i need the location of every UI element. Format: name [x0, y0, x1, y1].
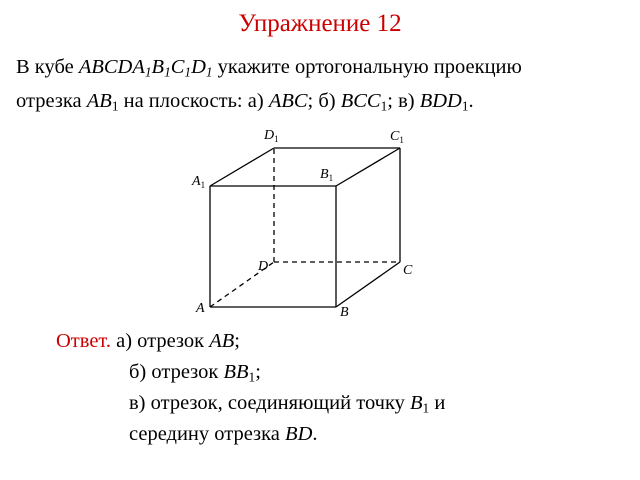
label-A: A	[196, 301, 205, 316]
answer-a: Ответ. а) отрезок AB;	[56, 330, 240, 352]
label-B: B	[340, 305, 349, 320]
edge-B1-C1	[336, 148, 400, 186]
label-D1: $D_1$	[264, 128, 279, 144]
label-C: C	[403, 263, 413, 278]
problem-intro: В кубе	[16, 56, 79, 78]
edge-B-C	[336, 262, 400, 307]
answer-label: Ответ.	[56, 330, 111, 352]
cube-name: $ABCDA_1B_1C_1D_1$	[78, 56, 213, 80]
label-A1: $A_1$	[192, 174, 206, 190]
label-C1: $C_1$	[390, 129, 404, 145]
label-D: D	[258, 259, 269, 274]
answer-block	[56, 326, 445, 450]
label-B1: $B_1$	[320, 167, 334, 183]
plane-b: BCC	[340, 90, 381, 112]
edge-A1-D1	[210, 148, 274, 186]
answer-b: б) отрезок $BB_1$;	[129, 361, 261, 385]
answer-c-line2: середину отрезка BD.	[129, 423, 318, 445]
plane-a: ABC	[268, 90, 308, 112]
exercise-title: Упражнение 12	[238, 10, 402, 37]
plane-c: BDD	[419, 90, 462, 112]
segment-name: AB	[86, 90, 112, 112]
problem-text-1: укажите ортогональную проекцию	[212, 56, 522, 78]
problem-line-2: отрезка $AB_1$ на плоскость: а) ABC; б) $BCC_1$; в) $BDD_1$.	[16, 90, 474, 114]
answer-c: в) отрезок, соединяющий точку $B_1$ и	[129, 392, 446, 416]
